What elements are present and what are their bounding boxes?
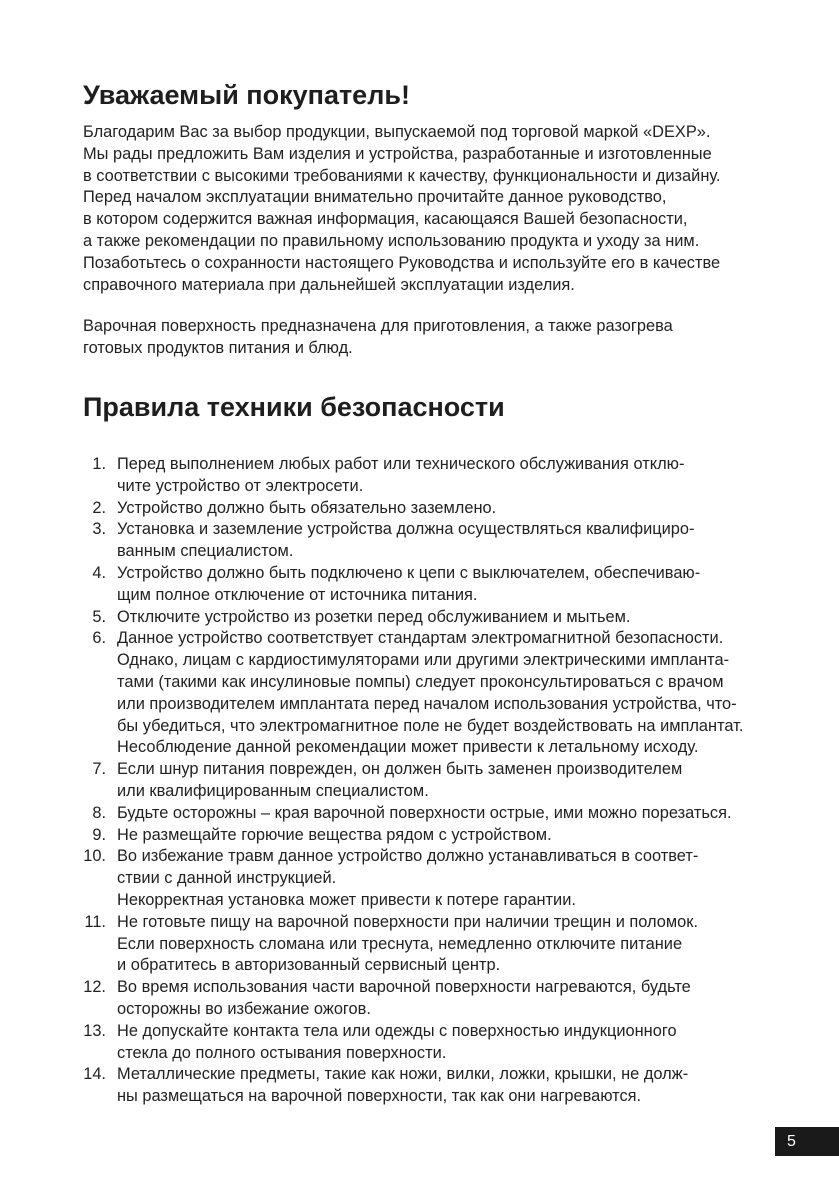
text-line: Металлические предметы, такие как ножи, вилки, ложки, крышки, не долж- bbox=[117, 1065, 689, 1084]
text-line: или производителем имплантата перед началом использования устройства, что- bbox=[117, 694, 737, 713]
text-line: Устройство должно быть подключено к цепи с выключателем, обеспечиваю- bbox=[117, 563, 701, 582]
list-item-text bbox=[117, 846, 698, 911]
text-line: Во избежание травм данное устройство должно устанавливаться в соответ- bbox=[117, 847, 699, 866]
list-item-text bbox=[117, 498, 496, 520]
text-line: ванным специалистом. bbox=[117, 542, 294, 561]
list-item bbox=[60, 519, 743, 563]
list-item-text bbox=[117, 628, 743, 759]
list-item-number: 13. bbox=[83, 1021, 106, 1040]
list-item bbox=[60, 825, 743, 847]
text-line: и обратитесь в авторизованный сервисный центр. bbox=[117, 956, 501, 975]
list-item-text bbox=[117, 607, 630, 629]
text-line: чите устройство от электросети. bbox=[117, 476, 364, 495]
text-line: Мы рады предложить Вам изделия и устройства, разработанные и изготовленные bbox=[83, 144, 712, 163]
list-item-number: 10. bbox=[83, 847, 106, 866]
list-item-number: 7. bbox=[92, 760, 106, 779]
list-item bbox=[60, 846, 743, 911]
text-line: в котором содержится важная информация, касающаяся Вашей безопасности, bbox=[83, 210, 688, 229]
text-line: ствии с данной инструкцией. bbox=[117, 869, 337, 888]
text-line: ны размещаться на варочной поверхности, так как они нагреваются. bbox=[117, 1087, 642, 1106]
text-line: Перед выполнением любых работ или технического обслуживания отклю- bbox=[117, 455, 685, 473]
safety-rules-list bbox=[60, 454, 743, 1108]
list-item-text bbox=[117, 977, 691, 1021]
text-line: осторожны во избежание ожогов. bbox=[117, 999, 371, 1018]
list-item-text bbox=[117, 912, 698, 977]
text-line: Установка и заземление устройства должна осуществляться квалифициро- bbox=[117, 520, 695, 539]
list-item bbox=[60, 454, 743, 498]
list-item bbox=[60, 607, 743, 629]
text-line: в соответствии с высокими требованиями к качеству, функциональности и дизайну. bbox=[83, 166, 721, 185]
list-item-number: 4. bbox=[92, 563, 106, 582]
list-item bbox=[60, 628, 743, 759]
text-line: Некорректная установка может привести к потере гарантии. bbox=[117, 890, 576, 909]
text-line: стекла до полного остывания поверхности. bbox=[117, 1043, 447, 1062]
list-item-number: 3. bbox=[92, 520, 106, 539]
list-item bbox=[60, 912, 743, 977]
page-number: 5 bbox=[787, 1133, 796, 1150]
text-line: Данное устройство соответствует стандартам электромагнитной безопасности. bbox=[117, 629, 724, 648]
text-line: Благодарим Вас за выбор продукции, выпускаемой под торговой маркой «DEXP». bbox=[83, 123, 711, 141]
heading-safety-rules: Правила техники безопасности bbox=[83, 392, 505, 422]
list-item-number: 11. bbox=[84, 912, 106, 931]
text-line: Несоблюдение данной рекомендации может привести к летальному исходу. bbox=[117, 738, 699, 757]
list-item-number: 9. bbox=[92, 825, 106, 844]
list-item-number: 6. bbox=[92, 629, 106, 648]
list-item bbox=[60, 803, 743, 825]
text-line: Устройство должно быть обязательно заземлено. bbox=[117, 498, 497, 517]
list-item-number: 12. bbox=[83, 978, 106, 997]
list-item bbox=[60, 977, 743, 1021]
list-item-text bbox=[117, 519, 695, 563]
text-line: готовых продуктов питания и блюд. bbox=[83, 338, 353, 357]
list-item bbox=[60, 1021, 743, 1065]
text-line: тами (такими как инсулиновые помпы) следует проконсультироваться с врачом bbox=[117, 672, 724, 691]
intro-paragraph bbox=[83, 122, 721, 296]
list-item-number: 2. bbox=[92, 498, 106, 517]
text-line: Если шнур питания поврежден, он должен быть заменен производителем bbox=[117, 760, 683, 779]
text-line: Если поверхность сломана или треснута, немедленно отключите питание bbox=[117, 934, 683, 953]
list-item-text bbox=[117, 454, 684, 498]
text-line: Во время использования части варочной поверхности нагреваются, будьте bbox=[117, 978, 691, 997]
text-line: Однако, лицам с кардиостимуляторами или другими электрическими импланта- bbox=[117, 651, 730, 670]
list-item-number: 8. bbox=[92, 803, 106, 822]
text-line: Не размещайте горючие вещества рядом с устройством. bbox=[117, 825, 552, 844]
list-item-number: 5. bbox=[92, 607, 106, 626]
heading-greeting: Уважаемый покупатель! bbox=[83, 80, 410, 110]
text-line: а также рекомендации по правильному использованию продукта и уходу за ним. bbox=[83, 231, 700, 250]
text-line: справочного материала при дальнейшей эксплуатации изделия. bbox=[83, 275, 575, 294]
list-item bbox=[60, 563, 743, 607]
text-line: Не готовьте пищу на варочной поверхности при наличии трещин и поломок. bbox=[117, 912, 699, 931]
list-item-text bbox=[117, 1064, 688, 1108]
text-line: Отключите устройство из розетки перед обслуживанием и мытьем. bbox=[117, 607, 631, 626]
text-line: Позаботьтесь о сохранности настоящего Руководства и используйте его в качестве bbox=[83, 253, 721, 272]
text-line: Перед началом эксплуатации внимательно прочитайте данное руководство, bbox=[83, 188, 667, 207]
list-item-number: 1. bbox=[92, 455, 106, 473]
list-item bbox=[60, 498, 743, 520]
text-line: Будьте осторожны – края варочной поверхности острые, ими можно порезаться. bbox=[117, 803, 732, 822]
page-number-box bbox=[775, 1127, 839, 1156]
list-item bbox=[60, 759, 743, 803]
list-item-text bbox=[117, 803, 732, 825]
text-line: или квалифицированным специалистом. bbox=[117, 781, 429, 800]
text-line: Варочная поверхность предназначена для приготовления, а также разогрева bbox=[83, 317, 673, 335]
purpose-paragraph bbox=[83, 316, 673, 360]
list-item-text bbox=[117, 1021, 677, 1065]
list-item bbox=[60, 1064, 743, 1108]
text-line: Не допускайте контакта тела или одежды с поверхностью индукционного bbox=[117, 1021, 677, 1040]
list-item-text bbox=[117, 759, 682, 803]
text-line: бы убедиться, что электромагнитное поле не будет воздействовать на имплантат. bbox=[117, 716, 744, 735]
list-item-text bbox=[117, 563, 700, 607]
list-item-text bbox=[117, 825, 552, 847]
text-line: щим полное отключение от источника питания. bbox=[117, 585, 478, 604]
list-item-number: 14. bbox=[83, 1065, 106, 1084]
